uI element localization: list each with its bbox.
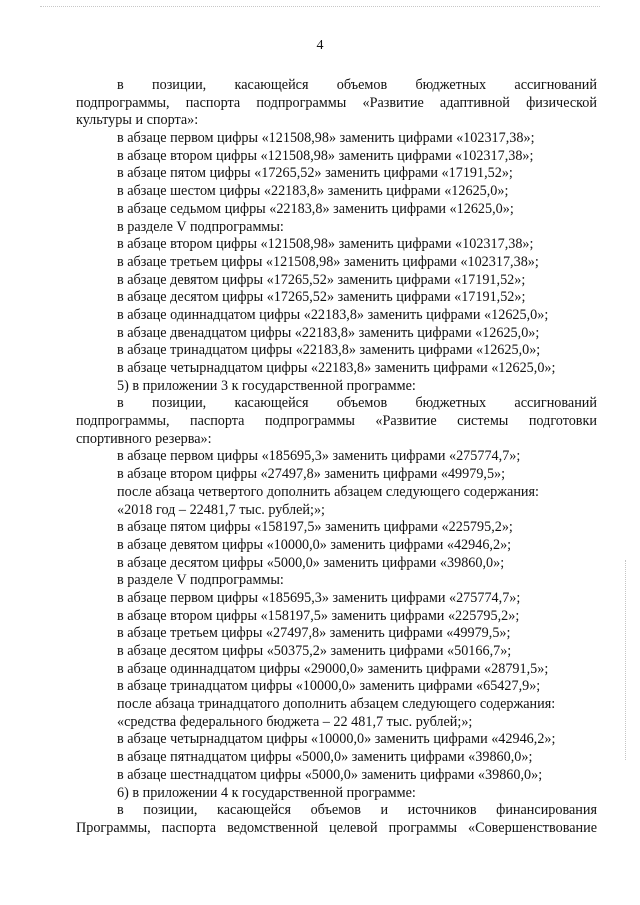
text-line: спортивного резерва»: [76,430,212,447]
text-line: в позиции, касающейся объемов и источников финансирования [117,802,597,819]
text-line: в абзаце тринадцатом цифры «22183,8» заменить цифрами «12625,0»; [117,342,541,359]
text-line: в позиции, касающейся объемов бюджетных ассигнований [117,395,597,412]
text-line: в абзаце девятом цифры «10000,0» заменить цифрами «42946,2»; [117,536,512,553]
text-line: в абзаце четырнадцатом цифры «10000,0» заменить цифрами «42946,2»; [117,731,556,748]
text-line: в абзаце втором цифры «158197,5» заменить цифрами «225795,2»; [117,607,520,624]
text-line: в абзаце пятнадцатом цифры «5000,0» заменить цифрами «39860,0»; [117,749,533,766]
text-line: в абзаце втором цифры «121508,98» заменить цифрами «102317,38»; [117,147,534,164]
text-line: после абзаца тринадцатого дополнить абзацем следующего содержания: [117,696,556,713]
text-line: подпрограммы, паспорта подпрограммы «Развитие адаптивной физической [76,94,597,111]
text-line: в абзаце десятом цифры «50375,2» заменить цифрами «50166,7»; [117,643,512,659]
text-line: в разделе V подпрограммы: [117,572,284,589]
text-line: в абзаце десятом цифры «5000,0» заменить цифрами «39860,0»; [117,554,505,571]
text-line: в абзаце третьем цифры «121508,98» заменить цифрами «102317,38»; [117,253,539,270]
text-line: «2018 год – 22481,7 тыс. рублей;»; [117,501,325,518]
text-line: в абзаце первом цифры «121508,98» заменить цифрами «102317,38»; [117,130,535,147]
text-line: в абзаце двенадцатом цифры «22183,8» заменить цифрами «12625,0»; [117,324,540,341]
page-number: 4 [316,38,324,53]
text-line: 6) в приложении 4 к государственной программе: [117,784,416,801]
text-line: в абзаце третьем цифры «27497,8» заменить цифрами «49979,5»; [117,625,511,642]
text-line: в абзаце шестом цифры «22183,8» заменить цифрами «12625,0»; [117,183,509,200]
text-line: 5) в приложении 3 к государственной программе: [117,377,416,394]
text-line: в абзаце четырнадцатом цифры «22183,8» заменить цифрами «12625,0»; [117,360,556,376]
text-line: в абзаце десятом цифры «17265,52» заменить цифрами «17191,52»; [117,289,526,306]
text-line: подпрограммы, паспорта подпрограммы «Развитие системы подготовки [76,413,597,430]
text-line: в абзаце втором цифры «27497,8» заменить цифрами «49979,5»; [117,466,506,483]
text-line: в позиции, касающейся объемов бюджетных ассигнований [117,77,597,93]
scan-artifact-right [625,560,626,760]
text-line: в абзаце втором цифры «121508,98» заменить цифрами «102317,38»; [117,236,534,253]
text-line: в абзаце одиннадцатом цифры «22183,8» заменить цифрами «12625,0»; [117,306,549,323]
text-line: Программы, паспорта ведомственной целевой программы «Совершенствование [76,819,597,836]
text-line: в абзаце шестнадцатом цифры «5000,0» заменить цифрами «39860,0»; [117,766,543,783]
text-line: в разделе V подпрограммы: [117,218,284,235]
text-line: после абзаца четвертого дополнить абзацем следующего содержания: [117,483,539,500]
scan-artifact-top [40,6,600,7]
document-body [76,77,597,838]
text-line: в абзаце седьмом цифры «22183,8» заменить цифрами «12625,0»; [117,200,514,217]
text-line: в абзаце первом цифры «185695,3» заменить цифрами «275774,7»; [117,589,521,606]
text-line: в абзаце девятом цифры «17265,52» заменить цифрами «17191,52»; [117,271,526,288]
text-line: в абзаце первом цифры «185695,3» заменить цифрами «275774,7»; [117,448,521,465]
text-line: в абзаце пятом цифры «17265,52» заменить цифрами «17191,52»; [117,165,513,182]
text-line: «средства федерального бюджета – 22 481,7 тыс. рублей;»; [117,713,473,730]
text-line: в абзаце тринадцатом цифры «10000,0» заменить цифрами «65427,9»; [117,678,541,695]
text-line: культуры и спорта»: [76,112,199,129]
text-line: в абзаце пятом цифры «158197,5» заменить цифрами «225795,2»; [117,519,513,536]
text-line: в абзаце одиннадцатом цифры «29000,0» заменить цифрами «28791,5»; [117,660,549,677]
